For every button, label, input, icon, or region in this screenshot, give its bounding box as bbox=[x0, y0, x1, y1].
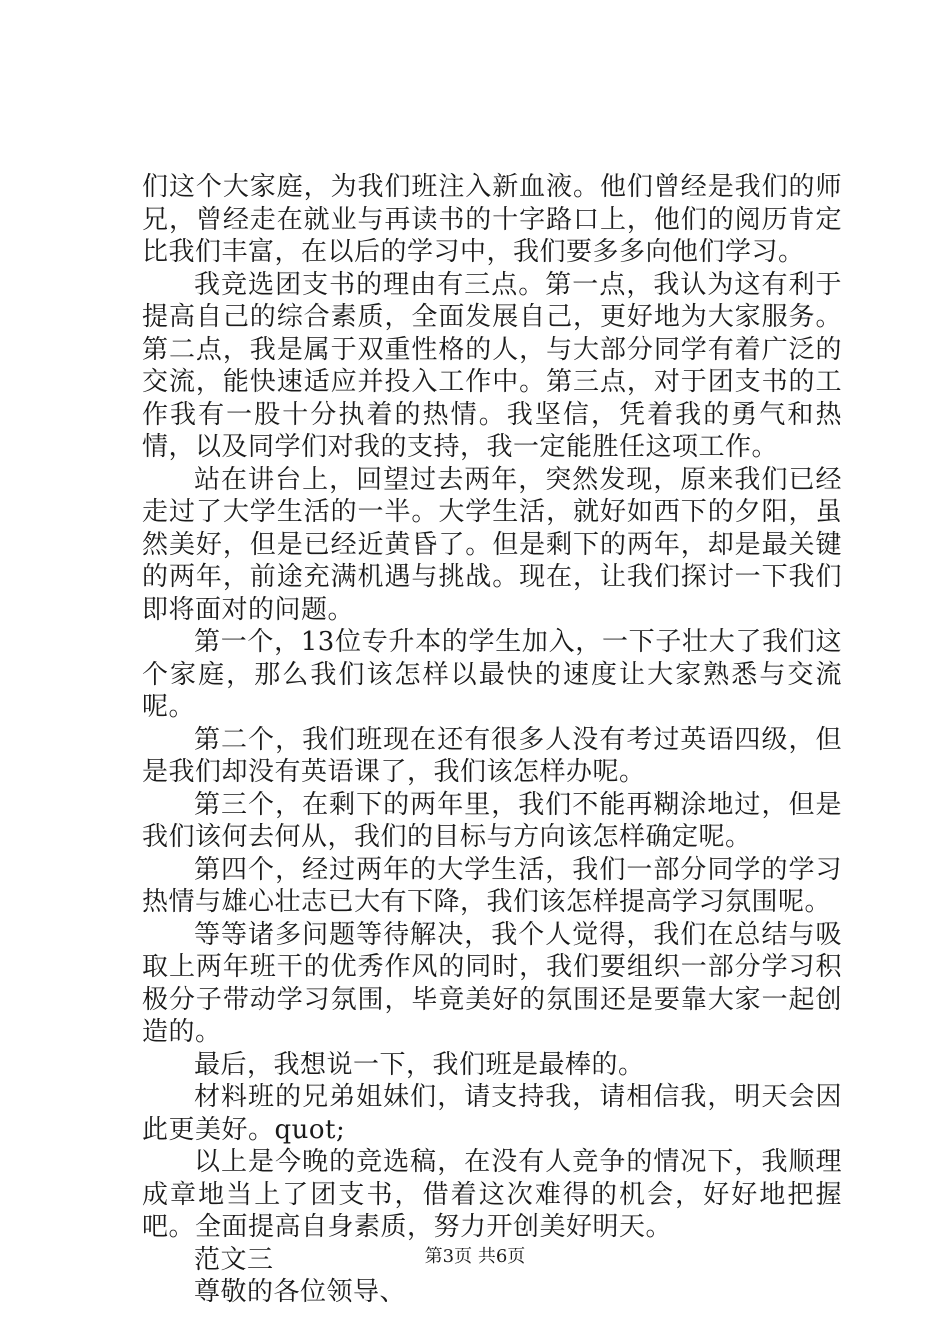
paragraph: 第一个，13位专升本的学生加入，一下子壮大了我们这个家庭，那么我们该怎样以最快的速度让大家熟悉与交流呢。 bbox=[142, 627, 842, 722]
paragraph: 材料班的兄弟姐妹们，请支持我，请相信我，明天会因此更美好。quot; bbox=[142, 1082, 842, 1145]
page-footer bbox=[0, 1246, 950, 1268]
section-heading: 范文三 bbox=[194, 1244, 274, 1275]
document-body bbox=[142, 171, 842, 1309]
page-number: 第3页 共6页 bbox=[424, 1246, 526, 1267]
paragraph: 最后，我想说一下，我们班是最棒的。 bbox=[194, 1049, 645, 1080]
paragraph: 们这个大家庭，为我们班注入新血液。他们曾经是我们的师兄，曾经走在就业与再读书的十字路口上，他们的阅历肯定比我们丰富，在以后的学习中，我们要多多向他们学习。 bbox=[142, 172, 842, 267]
paragraph: 我竞选团支书的理由有三点。第一点，我认为这有利于提高自己的综合素质，全面发展自己，更好地为大家服务。第二点，我是属于双重性格的人，与大部分同学有着广泛的交流，能快速适应并投入工作中。第三点，对于团支书的工作我有一股十分执着的热情。我坚信，凭着我的勇气和热情，以及同学们对我的支持，我一定能胜任这项工作。 bbox=[142, 269, 842, 462]
salutation: 尊敬的各位领导、 bbox=[194, 1277, 407, 1307]
paragraph: 第三个，在剩下的两年里，我们不能再糊涂地过，但是我们该何去何从，我们的目标与方向该怎样确定呢。 bbox=[142, 789, 842, 852]
paragraph: 第二个，我们班现在还有很多人没有考过英语四级，但是我们却没有英语课了，我们该怎样办呢。 bbox=[142, 724, 842, 787]
paragraph: 第四个，经过两年的大学生活，我们一部分同学的学习热情与雄心壮志已大有下降，我们该怎样提高学习氛围呢。 bbox=[142, 854, 842, 917]
paragraph: 等等诸多问题等待解决，我个人觉得，我们在总结与吸取上两年班干的优秀作风的同时，我们要组织一部分学习积极分子带动学习氛围，毕竟美好的氛围还是要靠大家一起创造的。 bbox=[142, 919, 842, 1047]
paragraph: 站在讲台上，回望过去两年，突然发现，原来我们已经走过了大学生活的一半。大学生活，就好如西下的夕阳，虽然美好，但是已经近黄昏了。但是剩下的两年，却是最关键的两年，前途充满机遇与挑战。现在，让我们探讨一下我们即将面对的问题。 bbox=[142, 464, 842, 625]
paragraph: 以上是今晚的竞选稿，在没有人竞争的情况下，我顺理成章地当上了团支书，借着这次难得的机会，好好地把握吧。全面提高自身素质，努力开创美好明天。 bbox=[142, 1147, 842, 1242]
